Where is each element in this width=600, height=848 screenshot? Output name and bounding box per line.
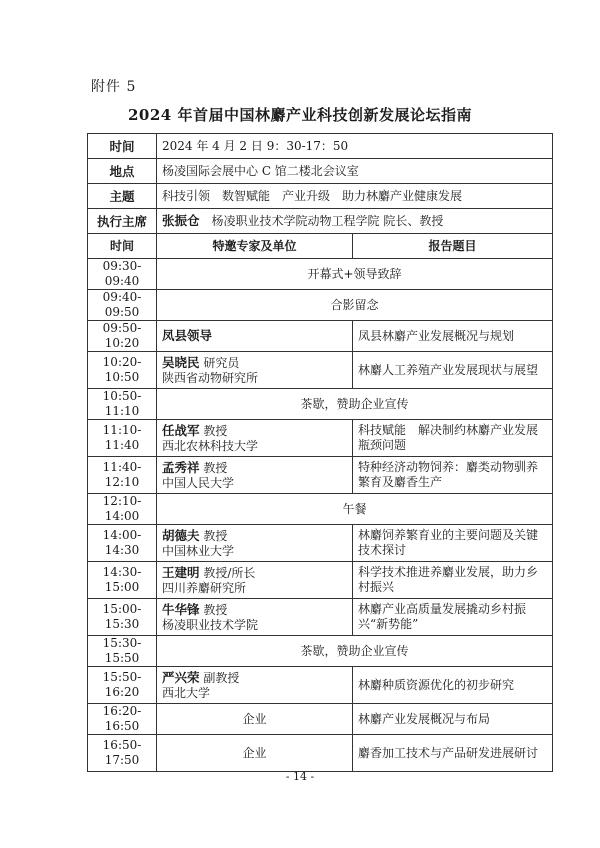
session-speaker xyxy=(157,321,353,352)
speaker-organization: 中国人民大学 xyxy=(162,475,235,490)
info-row-host xyxy=(88,209,553,234)
speaker-line xyxy=(162,460,347,476)
session-time: 09:40-09:50 xyxy=(88,290,157,321)
report-topic: 科技赋能 解决制约林麝产业发展瓶颈问题 xyxy=(353,420,553,457)
schedule-header-row xyxy=(88,234,553,259)
report-topic: 特种经济动物饲养：麝类动物驯养繁育及麝香生产 xyxy=(353,457,553,494)
speaker-name: 任战军 xyxy=(162,422,200,438)
schedule-row xyxy=(88,667,553,704)
session-activity: 茶歇，赞助企业宣传 xyxy=(157,636,553,667)
session-time: 14:30-15:00 xyxy=(88,562,157,599)
report-topic: 林麝产业发展概况与布局 xyxy=(353,704,553,735)
session-time: 16:20-16:50 xyxy=(88,704,157,735)
session-speaker xyxy=(157,599,353,636)
report-topic: 林麝人工养殖产业发展现状与展望 xyxy=(353,352,553,389)
report-topic: 林麝产业高质量发展撬动乡村振兴“新势能” xyxy=(353,599,553,636)
session-time: 09:50-10:20 xyxy=(88,321,157,352)
schedule-row xyxy=(88,259,553,290)
speaker-line xyxy=(162,328,347,344)
session-activity: 开幕式+领导致辞 xyxy=(157,259,553,290)
session-activity: 合影留念 xyxy=(157,290,553,321)
info-value xyxy=(157,209,553,234)
report-topic: 林麝种质资源优化的初步研究 xyxy=(353,667,553,704)
session-time: 15:00-15:30 xyxy=(88,599,157,636)
info-label: 执行主席 xyxy=(88,209,157,234)
session-speaker xyxy=(157,667,353,704)
session-speaker xyxy=(157,457,353,494)
session-company: 企业 xyxy=(157,704,353,735)
speaker-name: 吴晓民 xyxy=(162,354,200,370)
document-title: 2024 年首届中国林麝产业科技创新发展论坛指南 xyxy=(128,106,472,124)
session-speaker xyxy=(157,562,353,599)
schedule-row xyxy=(88,525,553,562)
speaker-title: 教授 xyxy=(203,423,228,438)
info-value: 2024 年 4 月 2 日 9：30-17：50 xyxy=(157,134,553,159)
speaker-line xyxy=(162,670,347,686)
speaker-title: 教授 xyxy=(203,602,228,617)
report-topic: 麝香加工技术与产品研发进展研讨 xyxy=(353,735,553,772)
speaker-name: 严兴荣 xyxy=(162,669,200,685)
host-detail: 杨凌职业技术学院动物工程学院 院长、教授 xyxy=(211,214,444,228)
info-row-theme xyxy=(88,184,553,209)
info-value: 杨凌国际会展中心 C 馆二楼北会议室 xyxy=(157,159,553,184)
session-time: 10:50-11:10 xyxy=(88,389,157,420)
session-time: 10:20-10:50 xyxy=(88,352,157,389)
speaker-line xyxy=(162,423,347,439)
session-time: 11:40-12:10 xyxy=(88,457,157,494)
header-topic: 报告题目 xyxy=(353,234,553,259)
speaker-name: 牛华锋 xyxy=(162,601,200,617)
schedule-row xyxy=(88,494,553,525)
schedule-row xyxy=(88,636,553,667)
report-topic: 凤县林麝产业发展概况与规划 xyxy=(353,321,553,352)
host-name: 张振仓 xyxy=(162,213,200,228)
schedule-row xyxy=(88,599,553,636)
speaker-name: 王建明 xyxy=(162,564,200,580)
speaker-organization: 杨凌职业技术学院 xyxy=(162,617,259,632)
speaker-line xyxy=(162,355,347,371)
info-row-venue xyxy=(88,159,553,184)
schedule-row xyxy=(88,290,553,321)
session-company: 企业 xyxy=(157,735,353,772)
schedule-row xyxy=(88,420,553,457)
report-topic: 林麝饲养繁育业的主要问题及关键技术探讨 xyxy=(353,525,553,562)
speaker-organization: 陕西省动物研究所 xyxy=(162,370,259,385)
schedule-row xyxy=(88,352,553,389)
session-time: 09:30-09:40 xyxy=(88,259,157,290)
schedule-row xyxy=(88,562,553,599)
speaker-organization: 西北大学 xyxy=(162,685,211,700)
forum-schedule-table xyxy=(87,133,553,772)
speaker-name: 胡德夫 xyxy=(162,527,200,543)
speaker-organization: 四川养麝研究所 xyxy=(162,580,247,595)
info-label: 地点 xyxy=(88,159,157,184)
info-label: 主题 xyxy=(88,184,157,209)
session-activity: 午餐 xyxy=(157,494,553,525)
speaker-line xyxy=(162,565,347,581)
speaker-title: 教授/所长 xyxy=(203,565,256,580)
speaker-title: 研究员 xyxy=(203,355,240,370)
schedule-row xyxy=(88,704,553,735)
session-activity: 茶歇，赞助企业宣传 xyxy=(157,389,553,420)
page-number: - 14 - xyxy=(285,770,315,783)
header-expert: 特邀专家及单位 xyxy=(157,234,353,259)
session-time: 16:50-17:50 xyxy=(88,735,157,772)
schedule-row xyxy=(88,321,553,352)
session-speaker xyxy=(157,525,353,562)
session-speaker xyxy=(157,420,353,457)
schedule-row xyxy=(88,735,553,772)
speaker-name: 孟秀祥 xyxy=(162,459,200,475)
report-topic: 科学技术推进养麝业发展，助力乡村振兴 xyxy=(353,562,553,599)
session-time: 15:50-16:20 xyxy=(88,667,157,704)
header-time: 时间 xyxy=(88,234,157,259)
schedule-row xyxy=(88,389,553,420)
speaker-organization: 中国林业大学 xyxy=(162,543,235,558)
speaker-title: 教授 xyxy=(203,528,228,543)
info-value: 科技引领 数智赋能 产业升级 助力林麝产业健康发展 xyxy=(157,184,553,209)
speaker-organization: 西北农林科技大学 xyxy=(162,438,259,453)
session-time: 11:10-11:40 xyxy=(88,420,157,457)
speaker-name: 凤县领导 xyxy=(162,328,213,343)
info-row-time xyxy=(88,134,553,159)
schedule-row xyxy=(88,457,553,494)
speaker-title: 副教授 xyxy=(203,670,240,685)
session-speaker xyxy=(157,352,353,389)
info-label: 时间 xyxy=(88,134,157,159)
speaker-title: 教授 xyxy=(203,460,228,475)
session-time: 14:00-14:30 xyxy=(88,525,157,562)
session-time: 15:30-15:50 xyxy=(88,636,157,667)
attachment-label: 附件 5 xyxy=(91,79,137,95)
speaker-line xyxy=(162,528,347,544)
speaker-line xyxy=(162,602,347,618)
session-time: 12:10-14:00 xyxy=(88,494,157,525)
